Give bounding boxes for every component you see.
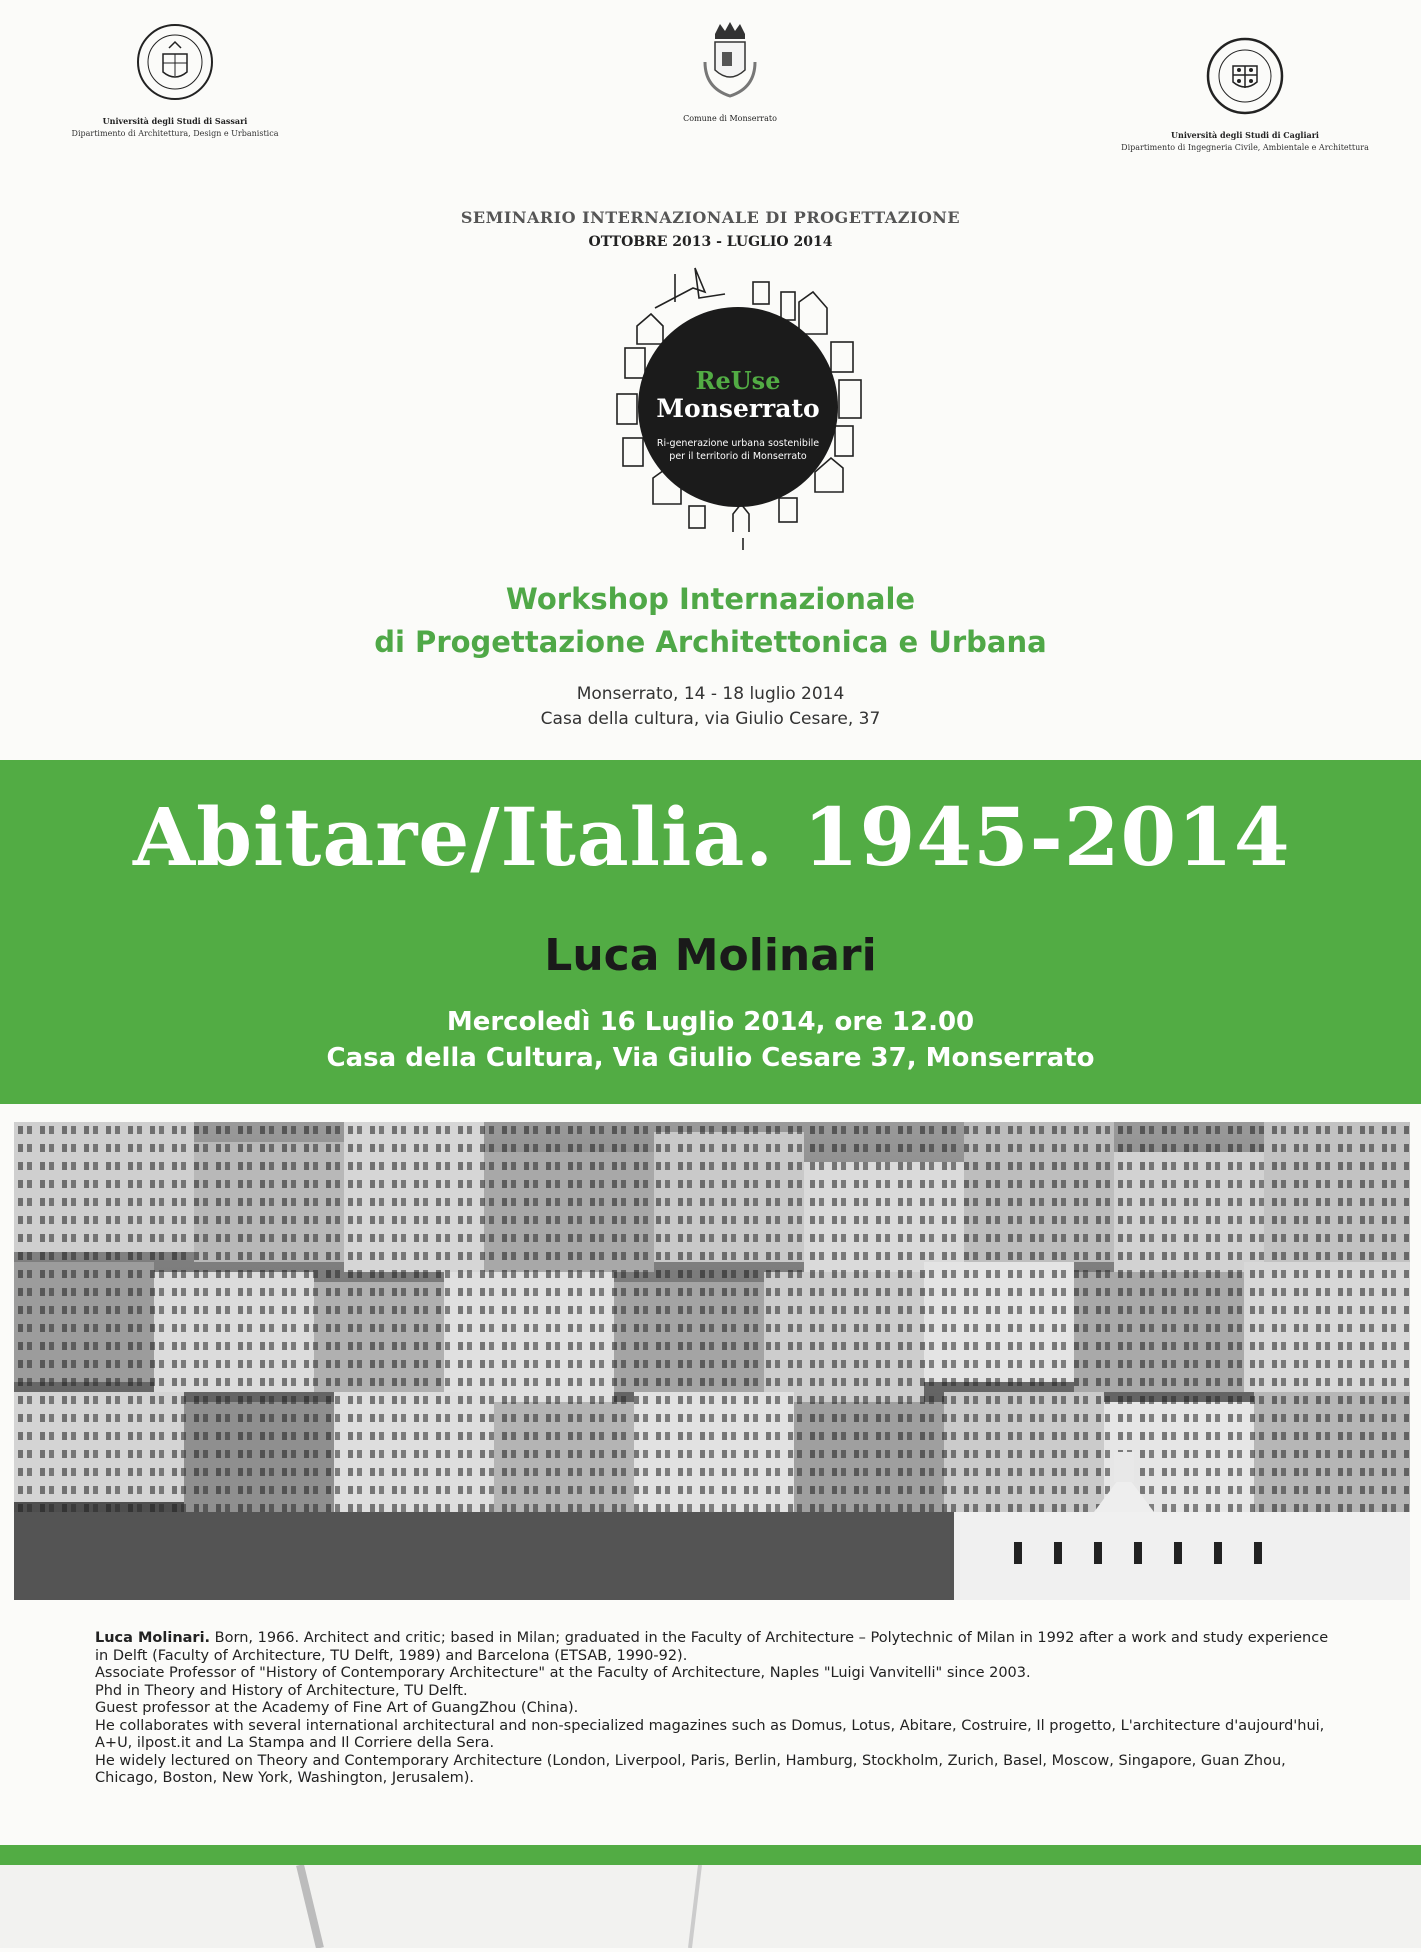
cagliari-seal-icon [1205, 36, 1285, 116]
event-datetime: Mercoledì 16 Luglio 2014, ore 12.00 [446, 1007, 975, 1037]
cagliari-department-name: Dipartimento di Ingegneria Civile, Ambientale e Architettura [1121, 143, 1369, 152]
footer-sheet [0, 1865, 1421, 1948]
seminar-dates: OTTOBRE 2013 - LUGLIO 2014 [588, 234, 833, 250]
reuse-logo-word: ReUse [695, 366, 781, 395]
sassari-seal-icon [135, 22, 215, 102]
bio-line-6: He widely lectured on Theory and Contemporary Architecture (London, Liverpool, Paris, Berlin, Hamburg, Stockholm, Zurich, Basel, Moscow, Singapore, Guan Zhou, Chicago, Boston, New York, Washington, Jerusalem). [95, 1752, 1286, 1786]
bio-line-1: Born, 1966. Architect and critic; based in Milan; graduated in the Faculty of Architecture – Polytechnic of Milan in 1992 after a work and study experience in Delft (Faculty of Architecture, TU Delft, 1989) and Barcelona (ETSAB, 1990-92). [95, 1630, 1329, 1664]
municipal-crest-icon [695, 18, 765, 108]
sassari-department-name: Dipartimento di Architettura, Design e Urbanistica [71, 129, 279, 138]
town-photo-image [14, 1122, 1410, 1600]
reuse-monserrato-logo [603, 262, 873, 552]
speaker-biography [95, 1630, 1340, 1788]
workshop-date-line: Monserrato, 14 - 18 luglio 2014 [576, 684, 845, 704]
event-details [0, 1004, 1421, 1076]
workshop-title-line1: Workshop Internazionale [505, 582, 916, 616]
bio-line-2: Associate Professor of "History of Contemporary Architecture" at the Faculty of Architecture, Naples "Luigi Vanvitelli" since 2003. [95, 1665, 1031, 1681]
footer-green-bar [0, 1845, 1421, 1865]
workshop-venue-line: Casa della cultura, via Giulio Cesare, 37 [540, 709, 881, 729]
event-title: Abitare/Italia. 1945-2014 [133, 790, 1291, 884]
bio-line-4: Guest professor at the Academy of Fine Art of GuangZhou (China). [95, 1700, 579, 1716]
bio-paragraph-1 [95, 1630, 1340, 1665]
bio-name: Luca Molinari. [95, 1630, 211, 1646]
bio-line-3: Phd in Theory and History of Architecture, TU Delft. [95, 1682, 468, 1699]
sassari-university-logo [60, 22, 290, 138]
cagliari-university-logo [1090, 36, 1400, 152]
hillside-town-photo [14, 1122, 1410, 1600]
footer-shadow-decoration [0, 1865, 1421, 1948]
monserrato-logo-word: Monserrato [656, 394, 820, 423]
workshop-title-line2: di Progettazione Architettonica e Urbana [374, 625, 1047, 659]
workshop-title [0, 578, 1421, 664]
sassari-university-name: Università degli Studi di Sassari [102, 116, 248, 126]
cagliari-university-name: Università degli Studi di Cagliari [1171, 130, 1319, 140]
workshop-location [0, 682, 1421, 732]
monserrato-municipality-name: Comune di Monserrato [683, 114, 777, 123]
speaker-name: Luca Molinari [544, 930, 877, 981]
event-venue: Casa della Cultura, Via Giulio Cesare 37, Monserrato [326, 1043, 1095, 1073]
monserrato-municipality-logo [620, 18, 840, 123]
bio-line-5: He collaborates with several international architectural and non-specialized magazines such as Domus, Lotus, Abitare, Costruire, Il progetto, L'architecture d'aujourd'hui, A+U, ilpost.it and La Stampa and Il Corriere della Sera. [95, 1717, 1325, 1751]
logo-tagline-line1: Ri-generazione urbana sostenibile [656, 438, 820, 449]
logo-tagline-line2: per il territorio di Monserrato [669, 451, 807, 462]
seminar-title: SEMINARIO INTERNAZIONALE DI PROGETTAZIONE [460, 208, 961, 227]
